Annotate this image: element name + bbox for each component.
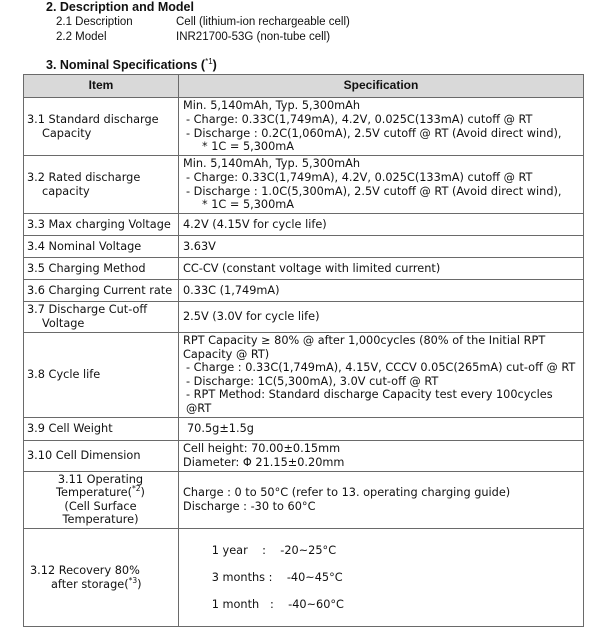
item-cell bbox=[24, 98, 179, 156]
table-row bbox=[24, 440, 584, 471]
item-cell bbox=[24, 471, 179, 528]
spec-line: CC-CV (constant voltage with limited current) bbox=[183, 261, 441, 275]
header-item: Item bbox=[24, 75, 179, 98]
item-cell bbox=[24, 417, 179, 440]
spec-cell bbox=[179, 236, 584, 258]
table-row bbox=[24, 214, 584, 236]
spec-line: - Charge : 0.33C(1,749mA), 4.15V, CCCV 0.05C(265mA) cut-off @ RT bbox=[186, 361, 576, 375]
spec-line: 2.5V (3.0V for cycle life) bbox=[183, 310, 320, 324]
item-cell bbox=[24, 214, 179, 236]
section-3-title-footnote: *1 bbox=[205, 56, 213, 66]
table-row bbox=[24, 302, 584, 333]
item-line: after storage( bbox=[51, 577, 129, 591]
spec-line: 0.33C (1,749mA) bbox=[183, 283, 280, 297]
spec-cell bbox=[179, 214, 584, 236]
spec-line: 3 months : -40~45°C bbox=[211, 570, 343, 584]
item-line: 3.9 Cell Weight bbox=[27, 421, 113, 435]
item-line: 3.12 Recovery 80% bbox=[30, 563, 140, 577]
description-label: 2.1 Description bbox=[56, 16, 133, 28]
spec-line: Min. 5,140mAh, Typ. 5,300mAh bbox=[183, 99, 361, 113]
spec-cell bbox=[179, 440, 584, 471]
item-line: capacity bbox=[42, 184, 90, 198]
item-line: Temperature( bbox=[56, 486, 132, 500]
spec-line: Cell height: 70.00±0.15mm bbox=[183, 441, 341, 455]
item-cell bbox=[24, 236, 179, 258]
item-cell bbox=[24, 156, 179, 214]
item-cell bbox=[24, 440, 179, 471]
item-line: 3.4 Nominal Voltage bbox=[27, 239, 142, 253]
spec-line: 1 year : -20~25°C bbox=[211, 543, 337, 557]
item-line: Voltage bbox=[42, 317, 85, 330]
spec-line: 1 month : -40~60°C bbox=[211, 597, 344, 611]
spec-line: Charge : 0 to 50°C (refer to 13. operating charging guide) bbox=[183, 486, 511, 500]
spec-line: RPT Capacity ≥ 80% @ after 1,000cycles (80% of the Initial RPT bbox=[183, 334, 546, 347]
header-specification: Specification bbox=[179, 75, 584, 98]
spec-line: Diameter: Φ 21.15±0.20mm bbox=[183, 455, 345, 469]
model-row bbox=[56, 31, 330, 43]
section-2-title: 2. Description and Model bbox=[46, 0, 194, 14]
item-line: 3.10 Cell Dimension bbox=[27, 448, 141, 462]
spec-cell bbox=[179, 471, 584, 528]
item-line: 3.1 Standard discharge bbox=[27, 112, 159, 126]
nominal-specifications-table bbox=[23, 74, 584, 627]
item-footnote: *3 bbox=[128, 575, 138, 585]
table-row bbox=[24, 280, 584, 302]
spec-cell bbox=[179, 156, 584, 214]
item-cell bbox=[24, 280, 179, 302]
spec-cell bbox=[179, 98, 584, 156]
spec-line: - Discharge : 1.0C(5,300mA), 2.5V cutoff @ RT (Avoid direct wind), bbox=[186, 184, 562, 198]
spec-line: Capacity @ RT) bbox=[183, 347, 270, 361]
spec-line: 4.2V (4.15V for cycle life) bbox=[183, 217, 327, 231]
spec-line: - RPT Method: Standard discharge Capacity test every 100cycles @RT bbox=[186, 388, 553, 415]
spec-cell bbox=[179, 258, 584, 280]
item-line-wrap bbox=[27, 575, 174, 592]
description-row bbox=[56, 16, 350, 28]
item-line: 3.11 Operating bbox=[57, 472, 144, 486]
spec-line: Min. 5,140mAh, Typ. 5,300mAh bbox=[183, 157, 361, 171]
item-footnote: *2 bbox=[132, 484, 141, 494]
spec-line: - Discharge: 1C(5,300mA), 3.0V cut-off @ RT bbox=[186, 374, 439, 388]
spec-line: - Charge: 0.33C(1,749mA), 4.2V, 0.025C(133mA) cutoff @ RT bbox=[186, 112, 533, 126]
item-line: 3.2 Rated discharge bbox=[27, 170, 141, 184]
spec-line: * 1C = 5,300mA bbox=[202, 198, 295, 212]
spec-cell bbox=[179, 280, 584, 302]
description-value: Cell (lithium-ion rechargeable cell) bbox=[176, 16, 350, 28]
item-line: ) bbox=[140, 486, 145, 500]
table-row bbox=[24, 236, 584, 258]
table-row bbox=[24, 471, 584, 528]
model-label: 2.2 Model bbox=[56, 31, 107, 43]
item-line: 3.6 Charging Current rate bbox=[27, 283, 173, 297]
item-line: 3.3 Max charging Voltage bbox=[27, 217, 171, 231]
spec-cell bbox=[179, 302, 584, 333]
spec-line: 70.5g±1.5g bbox=[187, 421, 254, 435]
model-value: INR21700-53G (non-tube cell) bbox=[176, 31, 331, 43]
item-line: ) bbox=[137, 577, 142, 591]
item-line: Capacity bbox=[42, 126, 92, 140]
item-line: 3.7 Discharge Cut-off bbox=[27, 303, 148, 317]
spec-cell bbox=[179, 333, 584, 418]
section-3-title bbox=[46, 58, 217, 72]
spec-line: 3.63V bbox=[183, 239, 216, 253]
table-header-row bbox=[24, 75, 584, 98]
item-line: 3.8 Cycle life bbox=[27, 367, 101, 381]
table-row bbox=[24, 333, 584, 418]
spec-line: - Discharge : 0.2C(1,060mA), 2.5V cutoff @ RT (Avoid direct wind), bbox=[186, 126, 562, 140]
table-row bbox=[24, 98, 584, 156]
table-row bbox=[24, 528, 584, 626]
spec-cell bbox=[179, 417, 584, 440]
item-line: (Cell Surface Temperature) bbox=[62, 499, 139, 527]
spec-line: - Charge: 0.33C(1,749mA), 4.2V, 0.025C(133mA) cutoff @ RT bbox=[186, 170, 533, 184]
spec-line: * 1C = 5,300mA bbox=[202, 140, 295, 154]
table-row bbox=[24, 156, 584, 214]
item-line: 3.5 Charging Method bbox=[27, 261, 146, 275]
section-3-title-end: ) bbox=[212, 58, 217, 72]
spec-line: Discharge : -30 to 60°C bbox=[183, 499, 316, 513]
section-3-title-text: 3. Nominal Specifications ( bbox=[46, 58, 206, 72]
item-cell bbox=[24, 333, 179, 418]
item-cell bbox=[24, 528, 179, 626]
spec-cell bbox=[179, 528, 584, 626]
item-cell bbox=[24, 302, 179, 333]
table-row bbox=[24, 258, 584, 280]
item-cell bbox=[24, 258, 179, 280]
table-row bbox=[24, 417, 584, 440]
